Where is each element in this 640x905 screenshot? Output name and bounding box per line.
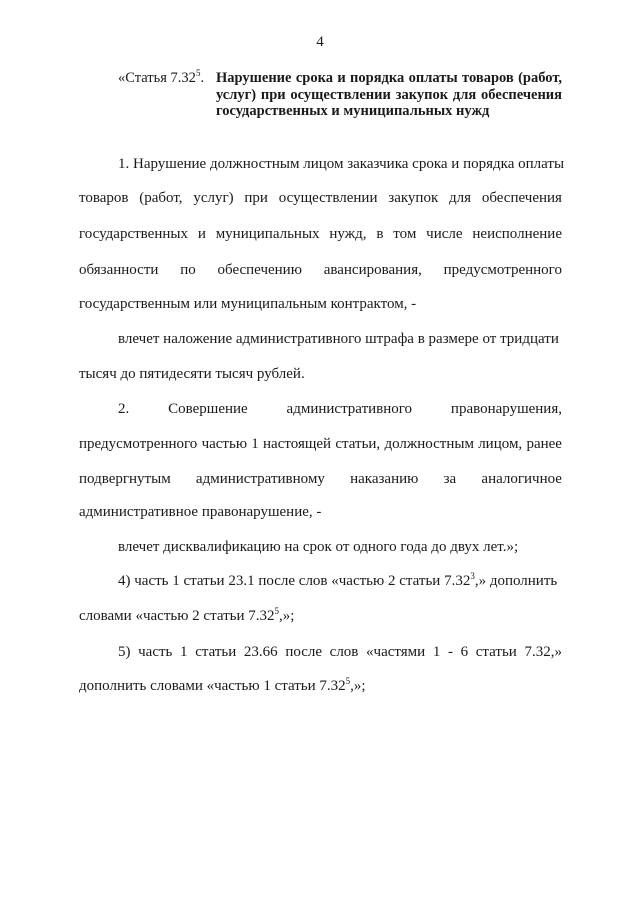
article-heading <box>118 70 562 120</box>
word: 1 <box>180 644 188 660</box>
word: (работ, <box>139 190 183 206</box>
word: - <box>447 644 453 660</box>
word: и <box>197 226 206 242</box>
word: услуг) <box>193 190 234 206</box>
paragraph-line: государственным или муниципальным контрактом, - <box>79 296 417 312</box>
word: часть <box>138 644 173 660</box>
page-number: 4 <box>316 34 324 50</box>
word: ранее <box>526 436 562 452</box>
word: неисполнение <box>472 226 562 242</box>
word: административного <box>286 401 413 417</box>
word: «частями <box>366 644 426 660</box>
amendment-4-line-1: 4) часть 1 статьи 23.1 после слов «частью 2 статьи 7.32$^3$,» дополнить <box>118 571 558 589</box>
word: административному <box>195 471 325 487</box>
word: том <box>393 226 417 242</box>
word: лицом, <box>478 436 523 452</box>
article-title: Нарушение срока и порядка оплаты товаров (работ, услуг) при осуществлении закупок для обеспечения государственных и муниципальных нужд <box>216 70 562 119</box>
word: аналогичное <box>481 471 562 487</box>
word: предусмотренного <box>443 262 562 278</box>
amendment-5-line-2: дополнить словами «частью 1 статьи 7.32$^5$,»; <box>79 676 366 694</box>
word: за <box>443 471 457 487</box>
word: закупок <box>388 190 439 206</box>
word: статьи <box>475 644 517 660</box>
word: частью <box>201 436 248 452</box>
word: слов <box>329 644 359 660</box>
paragraph-line <box>79 261 562 279</box>
paragraph-line <box>79 189 562 207</box>
paragraph-line <box>79 470 562 488</box>
word: 1 <box>251 436 259 452</box>
paragraph-line: влечет дисквалификацию на срок от одного года до двух лет.»; <box>118 539 519 555</box>
word: 1 <box>432 644 441 660</box>
amendment-5-line-1 <box>118 643 562 661</box>
word: 7.32,» <box>524 644 562 660</box>
word: предусмотренного <box>79 436 198 452</box>
word: для <box>449 190 472 206</box>
paragraph-line <box>79 225 562 243</box>
word: правонарушения, <box>450 401 562 417</box>
word: обеспечения <box>481 190 562 206</box>
article-label: «Статья 7.32$^5$. <box>118 68 205 86</box>
word: авансирования, <box>323 262 422 278</box>
word: после <box>285 644 323 660</box>
word: товаров <box>79 190 129 206</box>
paragraph-line: влечет наложение административного штрафа в размере от тридцати <box>118 331 559 347</box>
amendment-4-line-2: словами «частью 2 статьи 7.32$^5$,»; <box>79 606 295 624</box>
word: числе <box>426 226 463 242</box>
word: государственных <box>79 226 188 242</box>
word: 5) <box>118 644 131 660</box>
word: должностным <box>384 436 474 452</box>
word: нужд, <box>329 226 367 242</box>
word: осуществлении <box>278 190 378 206</box>
paragraph-line <box>79 435 562 453</box>
word: 2. <box>118 401 130 417</box>
word: муниципальных <box>215 226 320 242</box>
word: 6 <box>460 644 469 660</box>
paragraph-line: административное правонарушение, - <box>79 504 322 520</box>
word: наказанию <box>350 471 419 487</box>
word: подвергнутым <box>79 471 171 487</box>
paragraph-line: 1. Нарушение должностным лицом заказчика срока и порядка оплаты <box>118 156 565 172</box>
word: настоящей <box>263 436 332 452</box>
paragraph-line <box>118 400 562 418</box>
word: при <box>244 190 268 206</box>
word: 23.66 <box>243 644 278 660</box>
paragraph-line: тысяч до пятидесяти тысяч рублей. <box>79 366 305 382</box>
word: статьи, <box>335 436 381 452</box>
word: обязанности <box>79 262 159 278</box>
word: статьи <box>195 644 237 660</box>
word: Совершение <box>168 401 248 417</box>
word: по <box>180 262 196 278</box>
word: в <box>376 226 384 242</box>
word: обеспечению <box>217 262 302 278</box>
